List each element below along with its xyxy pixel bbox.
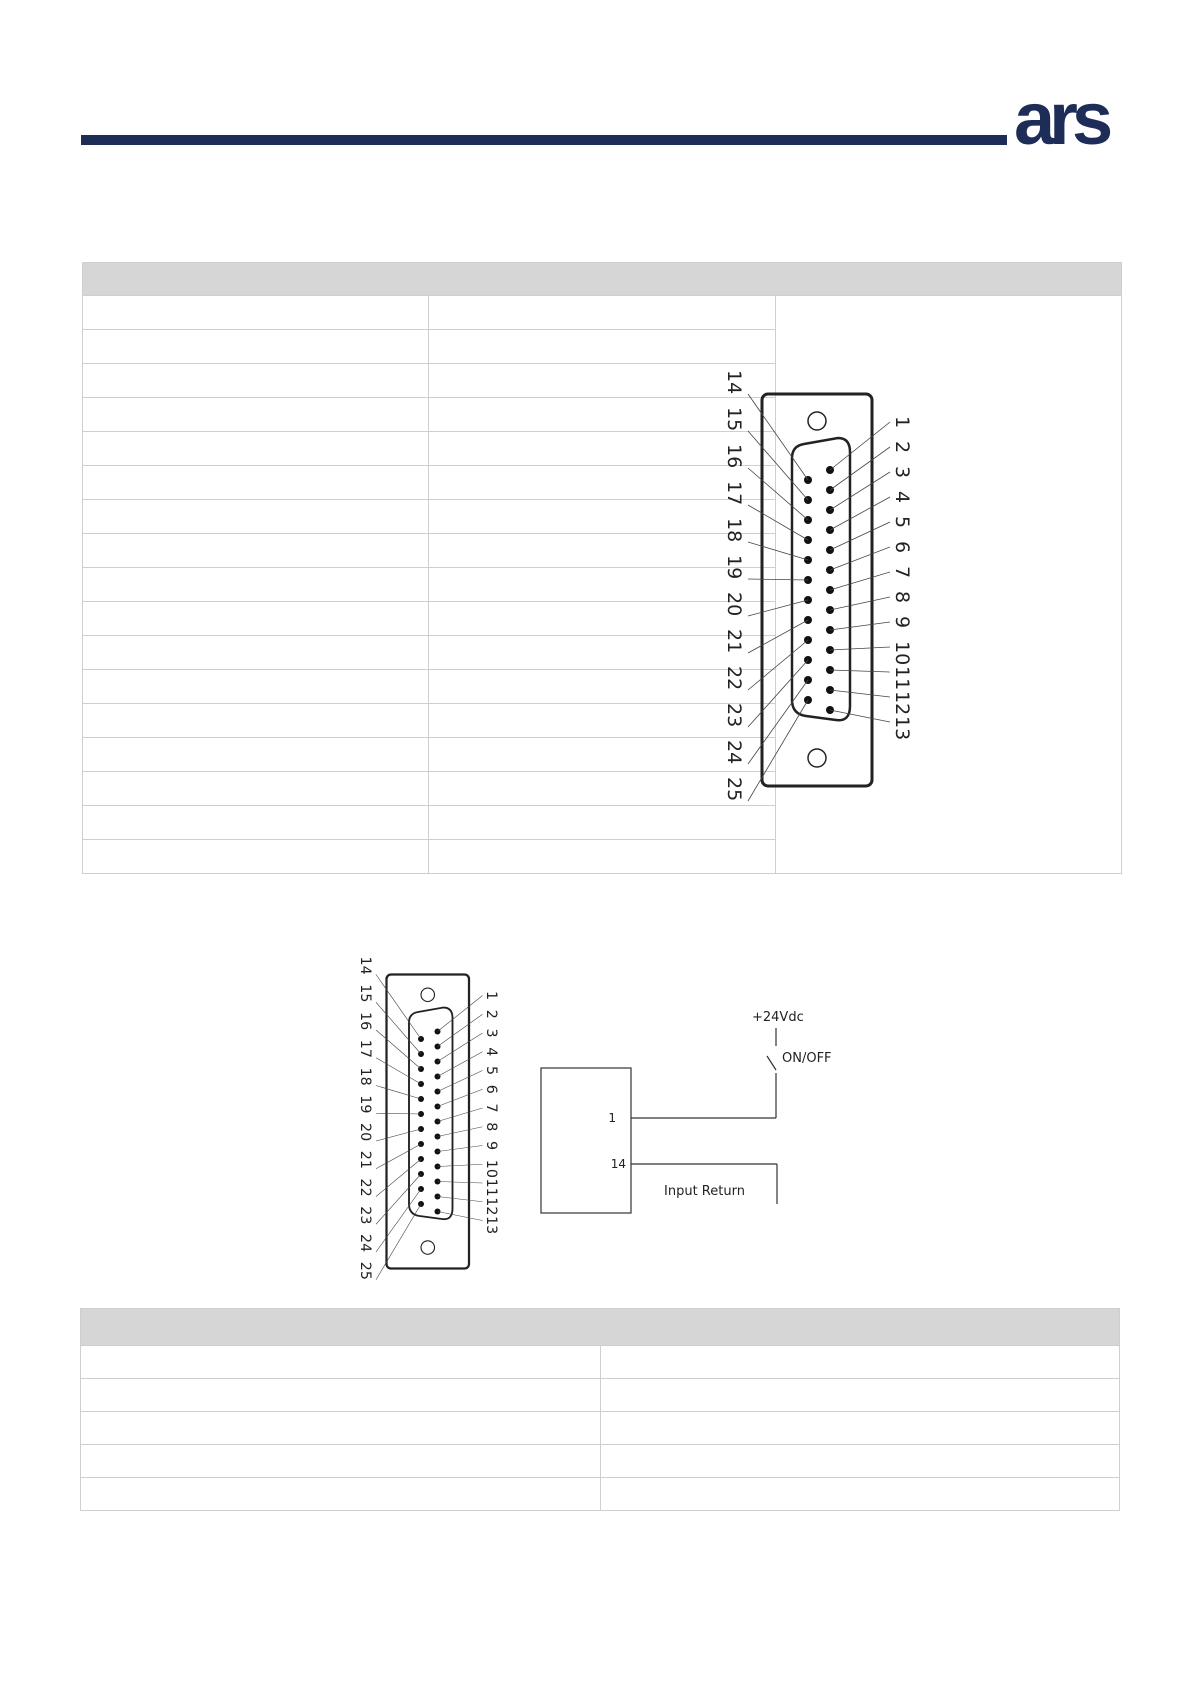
header-rule <box>81 135 1007 145</box>
pin-number-cell <box>83 330 429 364</box>
pin-2-leader <box>438 1014 483 1046</box>
pin-number-cell <box>83 704 429 738</box>
pin-8-leader <box>438 1127 483 1137</box>
table-row <box>81 1412 1120 1445</box>
pin-16-leader <box>748 468 808 520</box>
pin-17-leader <box>748 505 808 540</box>
pin-description-cell <box>429 296 775 330</box>
pin-19-leader <box>748 579 808 580</box>
pin-14-leader <box>376 975 421 1040</box>
mounting-hole-bottom <box>808 749 826 767</box>
pin-1-label: 1 <box>891 416 913 429</box>
pin-number-cell <box>83 840 429 874</box>
connector-d-shape <box>792 438 850 720</box>
pin-8-leader <box>830 597 890 610</box>
spec-value-cell <box>600 1478 1120 1511</box>
spec-key-cell <box>81 1412 601 1445</box>
input-return-label: Input Return <box>664 1184 745 1199</box>
pin-4-label: 4 <box>483 1047 499 1057</box>
pin-24-label: 24 <box>357 1234 373 1253</box>
pin-4-leader <box>830 497 890 530</box>
mounting-hole-top <box>421 988 435 1002</box>
db25-connector-diagram <box>720 366 920 826</box>
pin-number-cell <box>83 432 429 466</box>
pin-18-label: 18 <box>723 518 745 543</box>
pin-number-cell <box>83 398 429 432</box>
table-row <box>83 296 1122 330</box>
db25-connector-diagram-small <box>355 952 505 1300</box>
pin-22-leader <box>376 1159 421 1197</box>
spec-key-cell <box>81 1478 601 1511</box>
pin-16-label: 16 <box>723 444 745 469</box>
supply-label: +24Vdc <box>752 1010 804 1025</box>
pin-14-label: 14 <box>610 1157 626 1171</box>
pin-10-label: 10 <box>483 1159 499 1178</box>
pin-assignment-table <box>82 262 1122 874</box>
pin-15-leader <box>748 431 808 500</box>
pin-description-cell <box>429 330 775 364</box>
pin-5-leader <box>438 1071 483 1092</box>
pin-9-label: 9 <box>891 616 913 629</box>
input-wiring-diagram <box>540 1010 860 1218</box>
spec-value-cell <box>600 1346 1120 1379</box>
pin-3-leader <box>438 1033 483 1062</box>
pin-number-cell <box>83 364 429 398</box>
pin-9-label: 9 <box>483 1141 499 1151</box>
pin-13-label: 13 <box>891 716 913 741</box>
pin-17-leader <box>376 1058 421 1084</box>
ars-logo <box>1014 77 1130 160</box>
pin-20-leader <box>376 1129 421 1141</box>
pin-22-label: 22 <box>357 1178 373 1197</box>
pin-number-cell <box>83 806 429 840</box>
pin-number-cell <box>83 602 429 636</box>
pin-8-label: 8 <box>891 591 913 604</box>
pin-6-leader <box>438 1089 483 1106</box>
pin-9-leader <box>830 622 890 630</box>
pin-15-label: 15 <box>357 984 373 1003</box>
pin-9-leader <box>438 1146 483 1152</box>
pin-number-cell <box>83 568 429 602</box>
pin-4-label: 4 <box>891 491 913 504</box>
pin-8-label: 8 <box>483 1122 499 1132</box>
pin-12-label: 12 <box>483 1197 499 1216</box>
connector-shell <box>387 975 470 1269</box>
connector-shell <box>762 394 872 786</box>
pin-17-label: 17 <box>357 1039 373 1058</box>
pin-number-cell <box>83 738 429 772</box>
pin-5-leader <box>830 522 890 550</box>
pin-5-label: 5 <box>483 1066 499 1076</box>
pin-18-label: 18 <box>357 1067 373 1086</box>
pin-number-cell <box>83 772 429 806</box>
pin-12-label: 12 <box>891 691 913 716</box>
pin-18-leader <box>748 542 808 560</box>
table-row <box>81 1478 1120 1511</box>
pin-1-label: 1 <box>483 991 499 1001</box>
pin-number-cell <box>83 534 429 568</box>
logo-text: ars <box>1014 77 1108 160</box>
pin-2-label: 2 <box>891 441 913 454</box>
pin-1-label: 1 <box>608 1111 616 1125</box>
pin-23-leader <box>376 1174 421 1224</box>
pin-15-label: 15 <box>723 407 745 432</box>
pin-14-label: 14 <box>723 370 745 395</box>
pin-16-label: 16 <box>357 1012 373 1031</box>
pin-16-leader <box>376 1030 421 1069</box>
pin-table-header <box>83 263 1122 296</box>
connector-d-shape <box>409 1008 453 1220</box>
switch-contact <box>767 1056 776 1070</box>
spec-table <box>80 1308 1120 1511</box>
pin-21-label: 21 <box>357 1150 373 1169</box>
pin-22-label: 22 <box>723 666 745 691</box>
pin-11-leader <box>438 1182 483 1184</box>
pin-7-leader <box>438 1108 483 1122</box>
pin-10-leader <box>830 647 890 650</box>
pin-14-leader <box>748 394 808 480</box>
pin-number-cell <box>83 636 429 670</box>
pin-5-label: 5 <box>891 516 913 529</box>
pin-1-leader <box>438 996 483 1032</box>
pin-2-label: 2 <box>483 1009 499 1019</box>
pin-number-cell <box>83 296 429 330</box>
pin-19-label: 19 <box>723 555 745 580</box>
pin-23-label: 23 <box>357 1206 373 1225</box>
pin-6-leader <box>830 547 890 570</box>
spec-key-cell <box>81 1445 601 1478</box>
pin-18-leader <box>376 1086 421 1100</box>
pin-13-label: 13 <box>483 1216 499 1235</box>
pin-2-leader <box>830 447 890 490</box>
spec-value-cell <box>600 1445 1120 1478</box>
pin-21-leader <box>748 620 808 653</box>
pin-number-cell <box>83 500 429 534</box>
pin-1-leader <box>830 422 890 470</box>
pin-24-leader <box>748 680 808 764</box>
controller-block <box>541 1068 631 1213</box>
spec-table-header <box>81 1309 1120 1346</box>
pin-24-leader <box>376 1189 421 1252</box>
pin-25-label: 25 <box>357 1261 373 1280</box>
spec-key-cell <box>81 1379 601 1412</box>
pin-25-label: 25 <box>723 777 745 802</box>
pin-21-leader <box>376 1144 421 1169</box>
pin-20-label: 20 <box>723 592 745 617</box>
pin-7-label: 7 <box>891 566 913 579</box>
pin-number-cell <box>83 466 429 500</box>
spec-value-cell <box>600 1379 1120 1412</box>
pin-11-label: 11 <box>891 666 913 691</box>
pin-23-label: 23 <box>723 703 745 728</box>
pin-24-label: 24 <box>723 740 745 765</box>
pin-10-leader <box>438 1164 483 1166</box>
pin-12-leader <box>830 690 890 697</box>
table-row <box>81 1346 1120 1379</box>
pin-19-leader <box>376 1113 421 1114</box>
spec-value-cell <box>600 1412 1120 1445</box>
pin-6-label: 6 <box>891 541 913 554</box>
table-row <box>81 1445 1120 1478</box>
pin-15-leader <box>376 1002 421 1054</box>
switch-label: ON/OFF <box>782 1051 832 1066</box>
pin-number-cell <box>83 670 429 704</box>
pin-11-label: 11 <box>483 1178 499 1197</box>
pin-3-leader <box>830 472 890 510</box>
mounting-hole-bottom <box>421 1241 435 1255</box>
pin-23-leader <box>748 660 808 727</box>
pin-6-label: 6 <box>483 1084 499 1094</box>
pin-22-leader <box>748 640 808 690</box>
pin-3-label: 3 <box>891 466 913 479</box>
pin-17-label: 17 <box>723 481 745 506</box>
pin-12-leader <box>438 1197 483 1202</box>
pin-3-label: 3 <box>483 1028 499 1038</box>
pin-14-label: 14 <box>357 956 373 975</box>
pin-21-label: 21 <box>723 629 745 654</box>
pin-description-cell <box>429 840 775 874</box>
pin-20-label: 20 <box>357 1123 373 1142</box>
pin-7-leader <box>830 572 890 590</box>
pin-20-leader <box>748 600 808 616</box>
pin-4-leader <box>438 1052 483 1077</box>
pin-10-label: 10 <box>891 641 913 666</box>
pin-11-leader <box>830 670 890 672</box>
mounting-hole-top <box>808 412 826 430</box>
table-row <box>81 1379 1120 1412</box>
pin-7-label: 7 <box>483 1103 499 1113</box>
spec-key-cell <box>81 1346 601 1379</box>
pin-19-label: 19 <box>357 1095 373 1114</box>
